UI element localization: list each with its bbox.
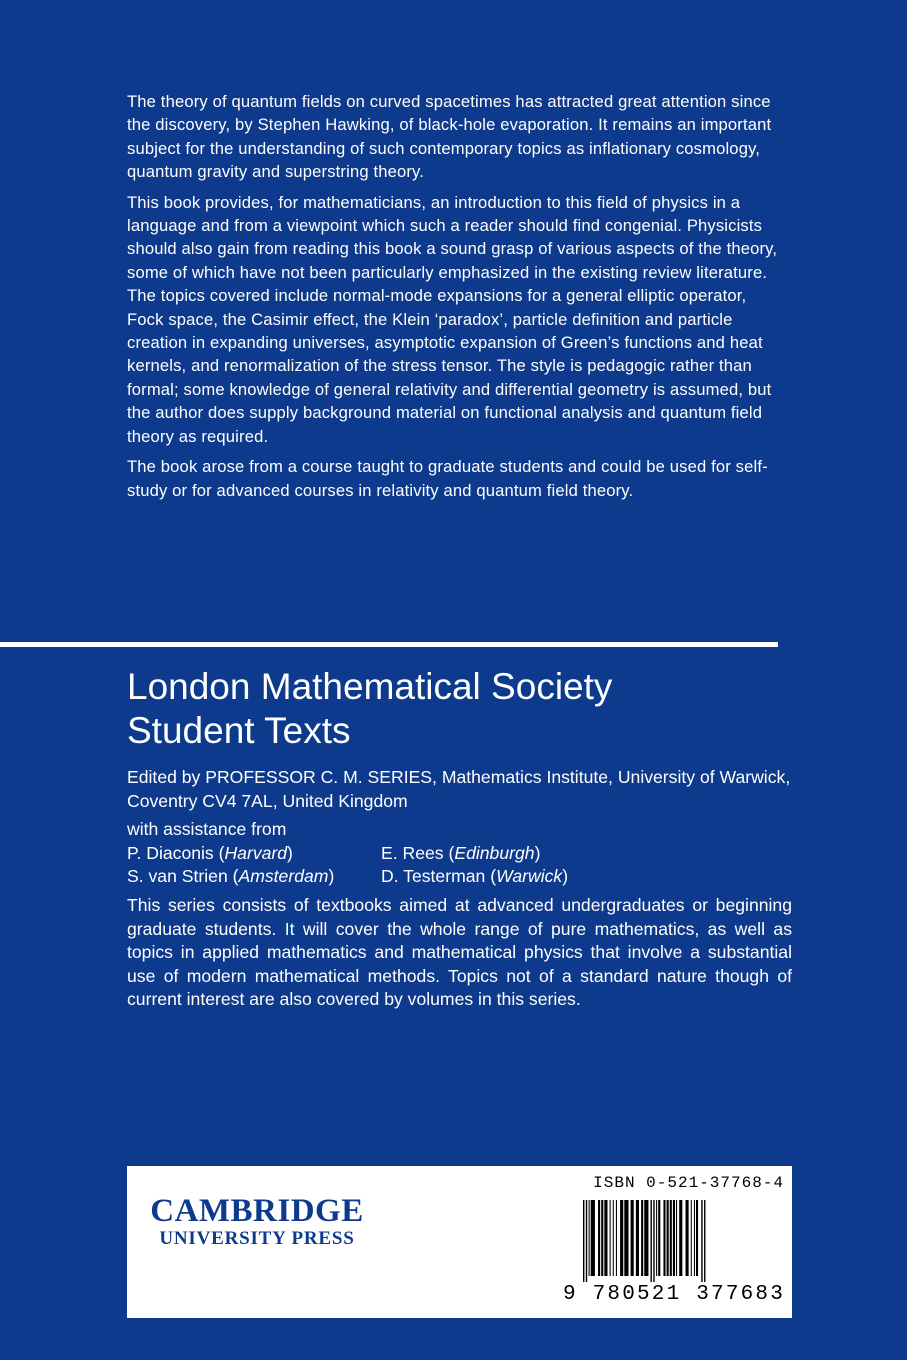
barcode-bar <box>644 1200 648 1276</box>
barcode-bar <box>673 1200 675 1276</box>
series-title-line-2: Student Texts <box>127 710 351 751</box>
barcode-bar <box>610 1200 611 1276</box>
publisher-name: CAMBRIDGE <box>150 1193 364 1229</box>
barcode-bar <box>583 1200 584 1282</box>
barcode-bar <box>591 1200 595 1276</box>
barcode-bar <box>589 1200 590 1276</box>
barcode-bar <box>701 1200 702 1282</box>
back-cover-blurb <box>127 90 787 509</box>
barcode-bar <box>676 1200 677 1276</box>
barcode-bar <box>694 1200 695 1276</box>
publisher-barcode-panel <box>127 1166 792 1318</box>
barcode-bar <box>586 1200 587 1282</box>
barcode-bar <box>658 1200 660 1276</box>
assistant-row <box>127 842 795 866</box>
barcode-bar <box>598 1200 600 1276</box>
barcode-bar <box>704 1200 705 1282</box>
assistance-intro: with assistance from <box>127 819 287 839</box>
series-title <box>127 665 827 753</box>
barcode-bar <box>653 1200 654 1282</box>
barcode-bar <box>667 1200 669 1276</box>
barcode-bar <box>613 1200 614 1276</box>
ean-number: 9 780521 377683 <box>563 1283 786 1306</box>
barcode-bar <box>641 1200 643 1276</box>
barcode-bar <box>620 1200 623 1276</box>
barcode-bar <box>691 1200 692 1276</box>
barcode-bar <box>601 1200 603 1276</box>
barcode-bar <box>631 1200 634 1276</box>
series-description: This series consists of textbooks aimed at advanced undergraduates or beginning graduate students. It will cover the whole range of pure mathematics, as well as topics in applied mathematics and mathematical physics that involve a substantial use of modern mathematical methods. Topics not of a standard nature though of current interest are also covered by volumes in this series. <box>127 895 792 1010</box>
assistant-entry: D. Testerman (Warwick) <box>381 866 569 887</box>
barcode-bar <box>663 1200 665 1276</box>
barcode-bar <box>624 1200 628 1276</box>
isbn-label: ISBN 0-521-37768-4 <box>593 1174 784 1192</box>
divider-rule <box>0 642 778 647</box>
barcode-bar <box>616 1200 617 1276</box>
blurb-paragraph-1: The theory of quantum fields on curved spacetimes has attracted great attention since the discovery, by Stephen Hawking, of black-hole evaporation. It remains an important subject for the understanding of such contemporary topics as inflationary cosmology, quantum gravity and superstring theory. <box>127 92 772 182</box>
publisher-subname: UNIVERSITY PRESS <box>159 1228 355 1249</box>
blurb-paragraph-2: This book provides, for mathematicians, an introduction to this field of physics in a language and from a viewpoint which such a reader should find congenial. Physicists should also gain from reading this book a sound grasp of various aspects of the theory, some of which have not been particularly emphasized in the existing review literature. The topics covered include normal-mode expansions for a general elliptic operator, Fock space, the Casimir effect, the Klein ‘paradox’, particle definition and particle creation in expanding universes, asymptotic expansion of Green’s functions and heat kernels, and renormalization of the stress tensor. The style is pedagogic rather than formal; some knowledge of general relativity and differential geometry is assumed, but the author does supply background material on functional analysis and quantum field theory as required. <box>127 192 778 446</box>
barcode-bar <box>670 1200 672 1276</box>
series-title-line-1: London Mathematical Society <box>127 666 613 707</box>
barcode-bar <box>604 1200 607 1276</box>
barcode-bar <box>696 1200 698 1276</box>
blurb-paragraph-3: The book arose from a course taught to graduate students and could be used for self-study or for advanced courses in relativity and quantum field theory. <box>127 457 768 500</box>
assistant-entry: P. Diaconis (Harvard) <box>127 842 293 863</box>
series-editor: Edited by PROFESSOR C. M. SERIES, Mathematics Institute, University of Warwick, Coventry CV4 7AL, United Kingdom <box>127 767 791 811</box>
barcode-bar <box>686 1200 689 1276</box>
assistant-editors <box>127 818 795 889</box>
barcode-bar <box>656 1200 657 1276</box>
assistant-row <box>127 865 795 889</box>
assistant-entry: S. van Strien (Amsterdam) <box>127 866 335 887</box>
cambridge-logo <box>137 1193 377 1249</box>
barcode-bar <box>651 1200 652 1282</box>
barcode <box>583 1200 783 1282</box>
barcode-bar <box>636 1200 639 1276</box>
barcode-bar <box>679 1200 682 1276</box>
assistant-entry: E. Rees (Edinburgh) <box>381 842 541 863</box>
